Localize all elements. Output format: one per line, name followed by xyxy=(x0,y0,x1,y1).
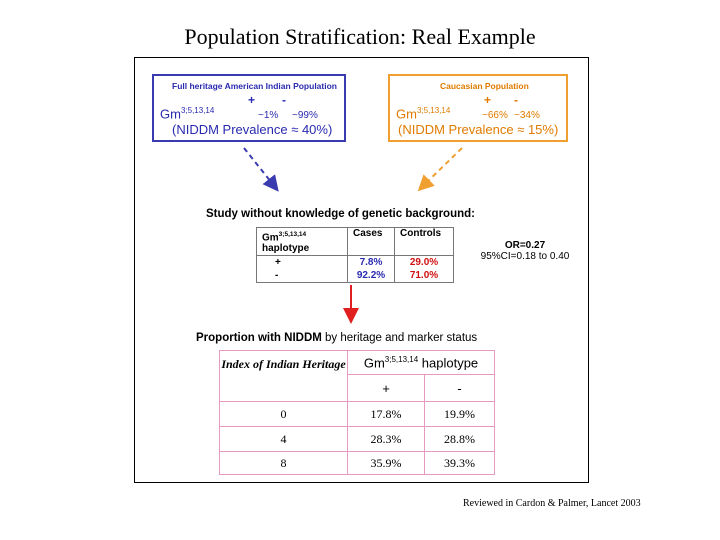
study-col-haplotype: Gm$^{3;5,13,14}$ haplotype xyxy=(257,228,348,256)
proportion-row xyxy=(220,427,495,452)
study-hap-cell: + xyxy=(257,256,348,270)
study-col-controls: Controls xyxy=(395,228,454,256)
american-indian-plus-freq: ~1% xyxy=(258,110,279,121)
page-title: Population Stratification: Real Example xyxy=(184,24,536,49)
caucasian-heading: Caucasian Population xyxy=(440,81,529,91)
caucasian-marker: Gm$^{3;5,13,14}$ xyxy=(396,106,451,122)
american-indian-marker: Gm$^{3;5,13,14}$ xyxy=(160,106,215,122)
american-indian-minus-label: - xyxy=(282,93,286,107)
plus-proportion-cell: 17.8% xyxy=(348,402,425,427)
study-cases-cell: 92.2% xyxy=(348,269,395,283)
proportion-row xyxy=(220,402,495,427)
confidence-interval: 95%CI=0.18 to 0.40 xyxy=(480,251,570,262)
plus-proportion-cell: 35.9% xyxy=(348,452,425,475)
heritage-index-cell: 0 xyxy=(220,402,348,427)
caucasian-minus-freq: ~34% xyxy=(514,110,540,121)
heritage-index-cell: 8 xyxy=(220,452,348,475)
study-col-cases: Cases xyxy=(348,228,395,256)
haplotype-minus-header: - xyxy=(425,375,495,402)
study-table xyxy=(256,227,454,283)
american-indian-heading: Full heritage American Indian Population xyxy=(172,81,337,91)
haplotype-header: Gm$^{3;5,13,14}$ haplotype xyxy=(348,351,495,375)
arrow-caucasian-to-study xyxy=(422,148,462,187)
caucasian-plus-freq: ~66% xyxy=(482,110,508,121)
caucasian-minus-label: - xyxy=(514,93,518,107)
odds-ratio: OR=0.27 xyxy=(504,240,546,251)
index-heritage-header: Index of Indian Heritage xyxy=(220,351,348,402)
proportion-heading: Proportion with NIDDM by heritage and marker status xyxy=(196,332,478,344)
american-indian-minus-freq: ~99% xyxy=(292,110,318,121)
proportion-row xyxy=(220,452,495,475)
american-indian-prevalence: (NIDDM Prevalence ≈ 40%) xyxy=(172,122,333,137)
study-row xyxy=(257,256,454,270)
proportion-header-row xyxy=(220,351,495,375)
heritage-index-cell: 4 xyxy=(220,427,348,452)
study-row xyxy=(257,269,454,283)
study-hap-cell: - xyxy=(257,269,348,283)
study-heading: Study without knowledge of genetic background: xyxy=(206,208,475,220)
minus-proportion-cell: 39.3% xyxy=(425,452,495,475)
minus-proportion-cell: 19.9% xyxy=(425,402,495,427)
haplotype-plus-header: + xyxy=(348,375,425,402)
caucasian-plus-label: + xyxy=(484,93,492,107)
caucasian-prevalence: (NIDDM Prevalence ≈ 15%) xyxy=(398,122,559,137)
arrow-american-to-study xyxy=(244,148,275,187)
study-controls-cell: 29.0% xyxy=(395,256,454,270)
american-indian-plus-label: + xyxy=(248,93,256,107)
minus-proportion-cell: 28.8% xyxy=(425,427,495,452)
proportion-table xyxy=(219,350,495,475)
plus-proportion-cell: 28.3% xyxy=(348,427,425,452)
study-cases-cell: 7.8% xyxy=(348,256,395,270)
study-controls-cell: 71.0% xyxy=(395,269,454,283)
citation: Reviewed in Cardon & Palmer, Lancet 2003 xyxy=(463,498,641,509)
odds-ratio-block xyxy=(470,240,580,262)
study-header-row xyxy=(257,228,454,256)
